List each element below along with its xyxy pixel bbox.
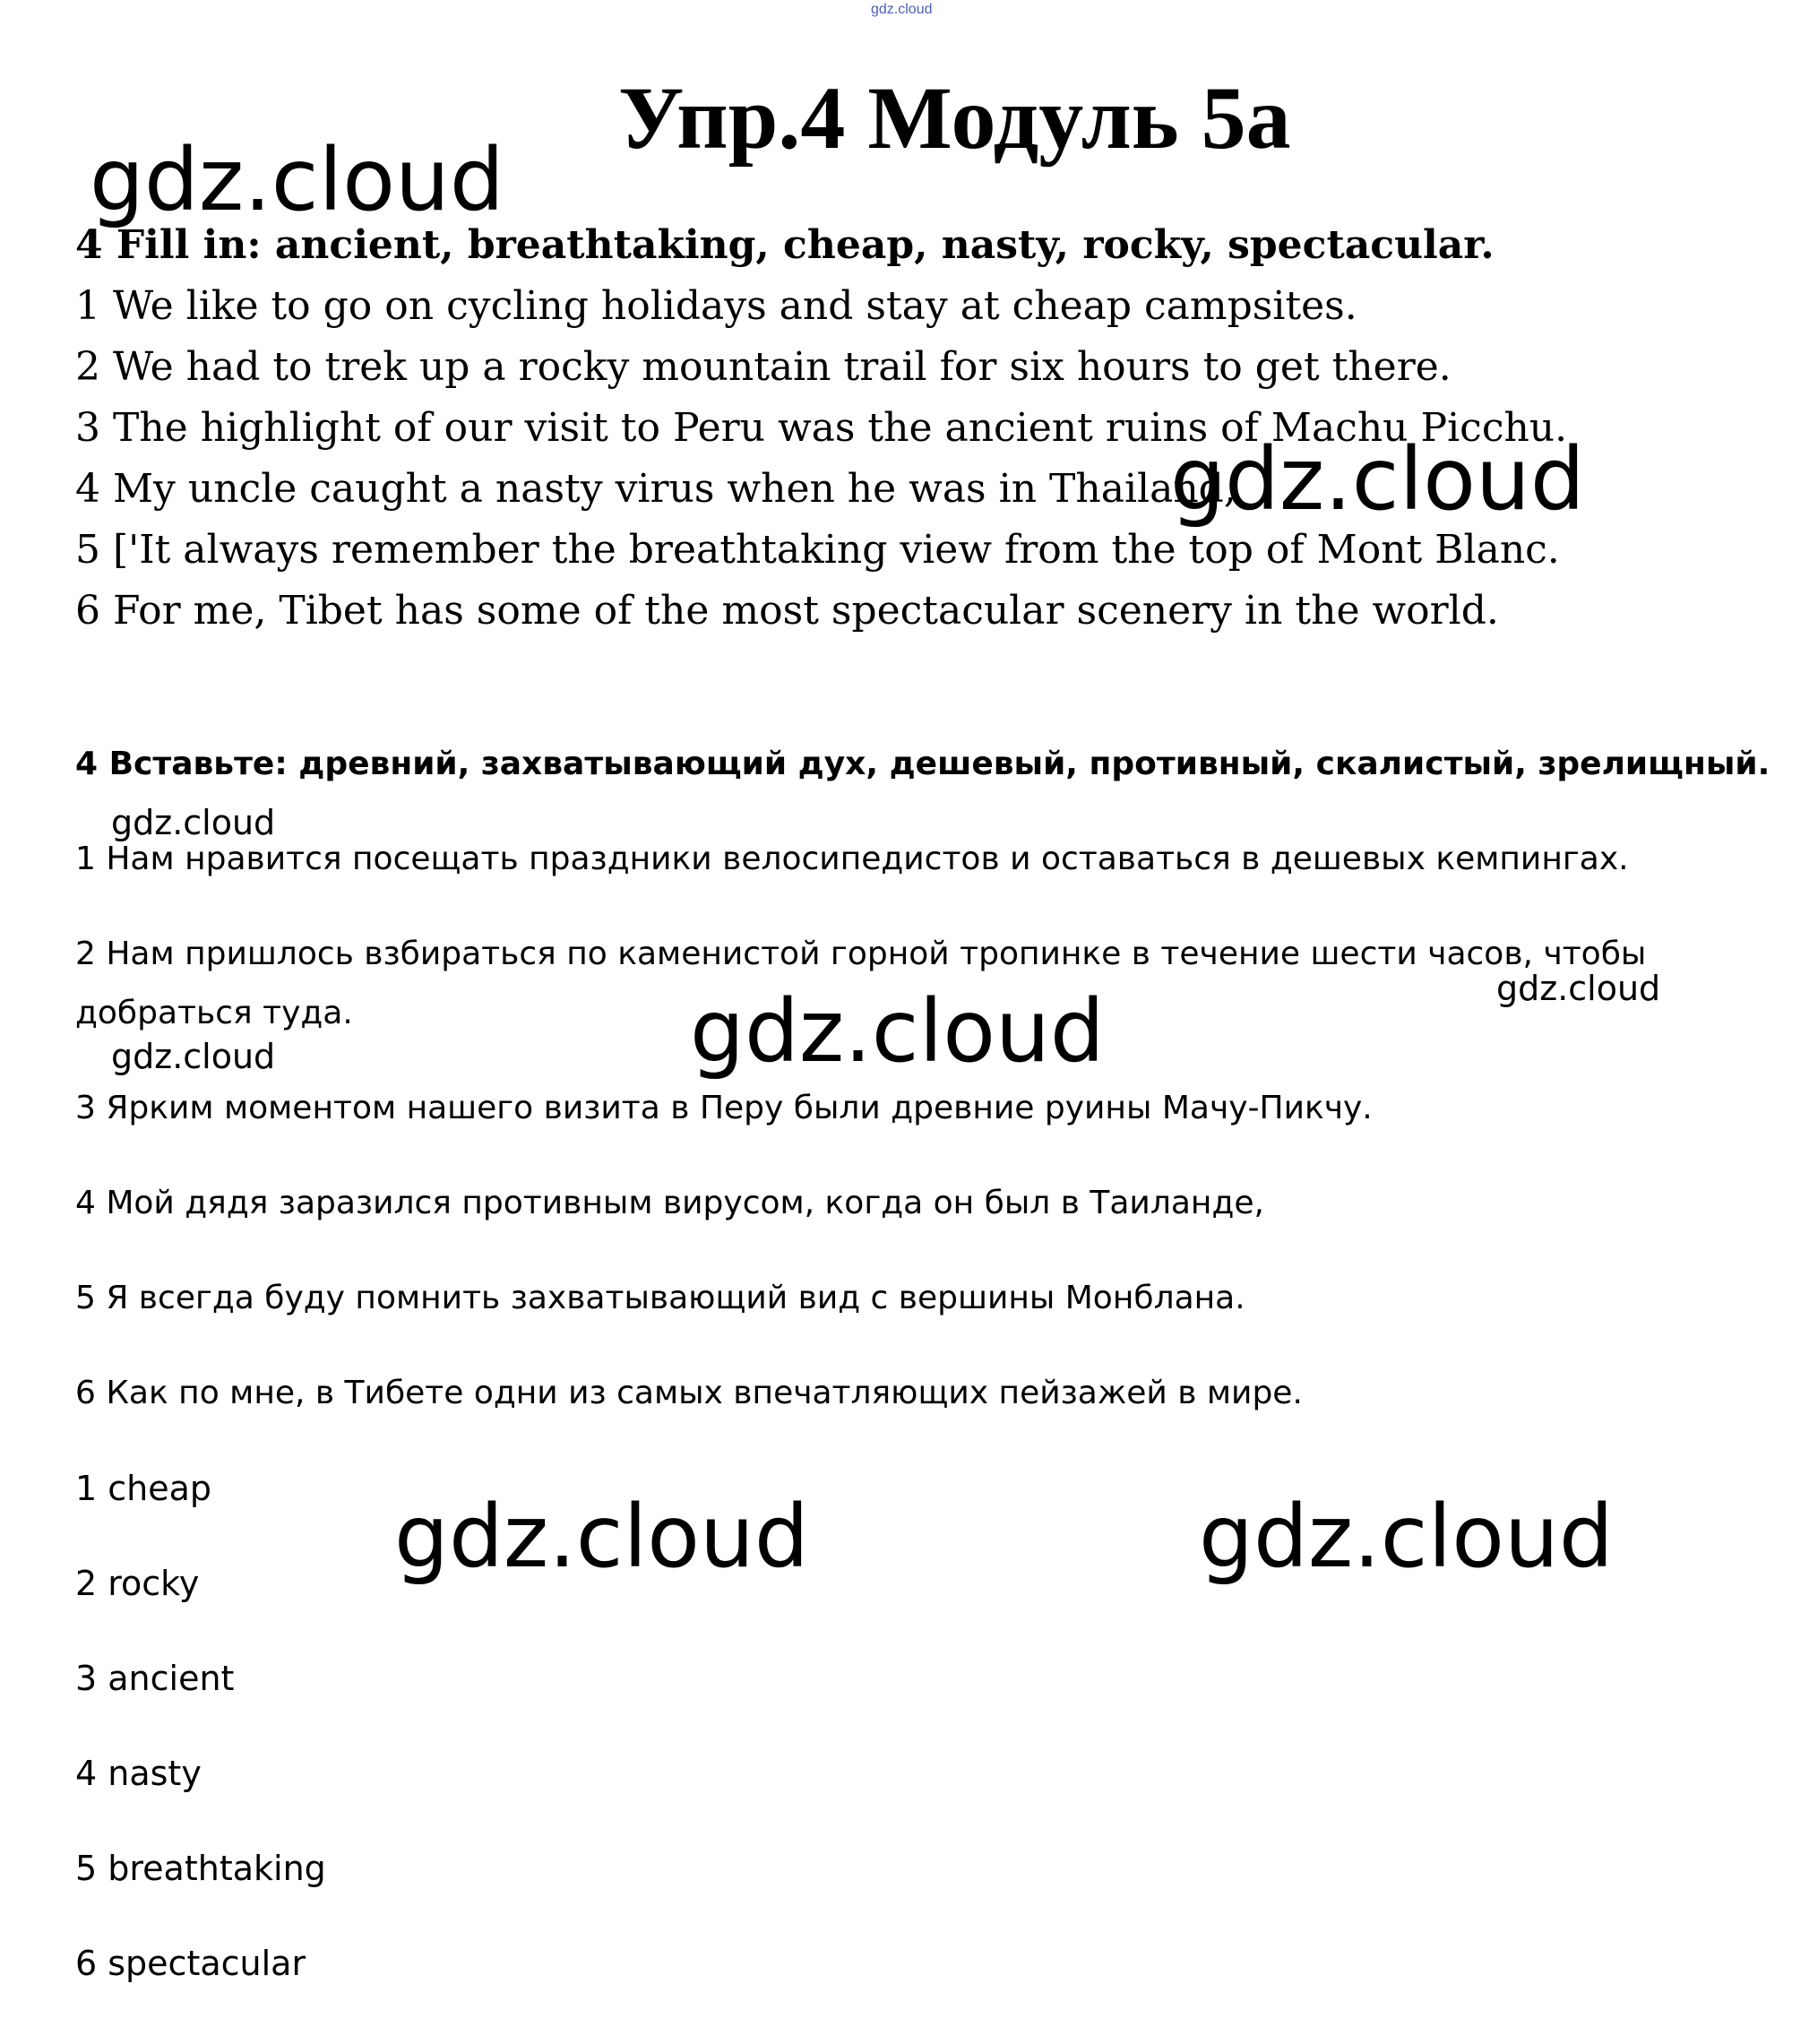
russian-sentence: 1 Нам нравится посещать праздники велосипедистов и оставаться в дешевых кемпингах. [75,841,1629,877]
page-title: Упр.4 Модуль 5а [618,68,1291,168]
answer-item: 2 rocky [75,1564,200,1603]
russian-sentence: 6 Как по мне, в Тибете одни из самых впечатляющих пейзажей в мире. [75,1375,1303,1411]
english-sentence: 2 We had to trek up a rocky mountain trail for six hours to get there. [75,344,1452,390]
russian-sentence: 4 Мой дядя заразился противным вирусом, когда он был в Таиланде, [75,1185,1264,1221]
russian-heading: 4 Вставьте: древний, захватывающий дух, дешевый, противный, скалистый, зрелищный. [75,746,1770,782]
site-mark[interactable]: gdz.cloud [871,2,933,17]
watermark: gdz.cloud [90,130,504,230]
english-heading: 4 Fill in: ancient, breathtaking, cheap, nasty, rocky, spectacular. [75,222,1495,268]
english-sentence: 6 For me, Tibet has some of the most spectacular scenery in the world. [75,588,1499,634]
russian-sentence: 3 Ярким моментом нашего визита в Перу были древние руины Мачу-Пикчу. [75,1090,1373,1126]
answer-item: 6 spectacular [75,1944,306,1983]
watermark: gdz.cloud [394,1487,809,1587]
watermark: gdz.cloud [1170,429,1585,530]
watermark: gdz.cloud [111,803,276,842]
russian-sentence: 5 Я всегда буду помнить захватывающий вид с вершины Монблана. [75,1280,1245,1316]
english-sentence: 4 My uncle caught a nasty virus when he was in Thailand, [75,466,1236,512]
watermark: gdz.cloud [1199,1487,1614,1587]
russian-sentence: добраться туда. [75,995,353,1031]
answer-item: 5 breathtaking [75,1849,326,1888]
answer-item: 4 nasty [75,1754,202,1793]
english-sentence: 3 The highlight of our visit to Peru was the ancient ruins of Machu Picchu. [75,405,1568,451]
answer-item: 3 ancient [75,1659,235,1698]
watermark: gdz.cloud [1496,969,1661,1008]
watermark: gdz.cloud [690,981,1105,1082]
russian-sentence: 2 Нам пришлось взбираться по каменистой горной тропинке в течение шести часов, чтобы [75,936,1647,972]
answer-item: 1 cheap [75,1469,212,1508]
english-sentence: 5 ['It always remember the breathtaking view from the top of Mont Blanc. [75,527,1560,573]
english-sentence: 1 We like to go on cycling holidays and stay at cheap campsites. [75,283,1357,329]
watermark: gdz.cloud [111,1037,276,1076]
